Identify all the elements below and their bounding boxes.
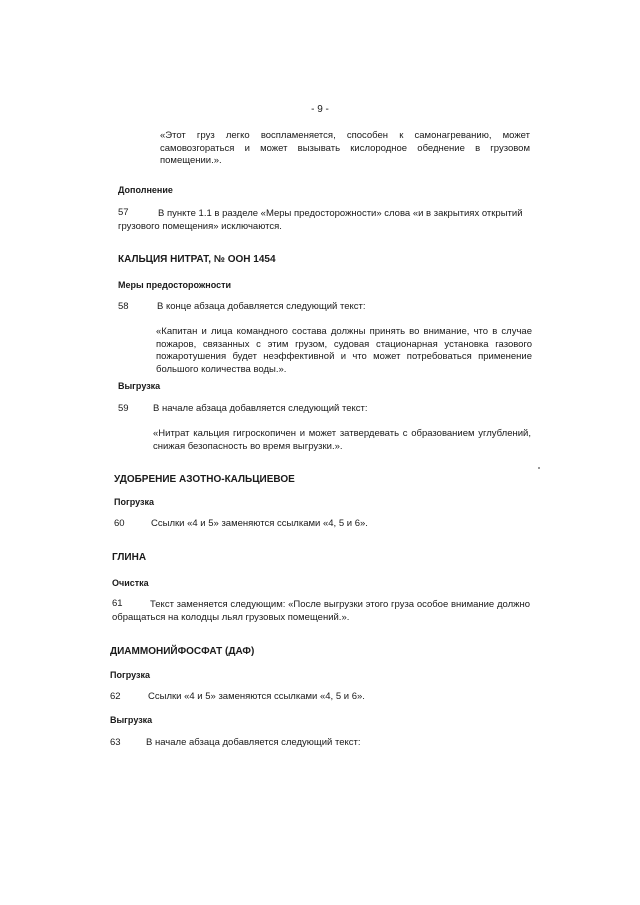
para-62-number: 62 bbox=[110, 691, 121, 702]
para-63-text: В начале абзаца добавляется следующий текст: bbox=[146, 737, 361, 748]
para-58-text: В конце абзаца добавляется следующий текст: bbox=[157, 301, 366, 312]
para-60-number: 60 bbox=[114, 518, 125, 529]
para-59-text: В начале абзаца добавляется следующий текст: bbox=[153, 403, 368, 414]
subheading-loading-1: Погрузка bbox=[114, 497, 154, 507]
para-59-quote: «Нитрат кальция гигроскопичен и может затвердевать с образованием углублений, снижая безопасность во время выгрузки.». bbox=[153, 428, 531, 452]
heading-fertilizer: УДОБРЕНИЕ АЗОТНО-КАЛЬЦИЕВОЕ bbox=[114, 474, 295, 485]
subheading-addition: Дополнение bbox=[118, 185, 173, 195]
heading-dap: ДИАММОНИЙФОСФАТ (ДАФ) bbox=[110, 646, 255, 657]
subheading-precautions: Меры предосторожности bbox=[118, 280, 232, 290]
intro-quote: «Этот груз легко воспламеняется, способен к самонагреванию, может самовозгораться и может вызывать кислородное обеднение в грузовом помещении.». bbox=[160, 130, 530, 166]
para-57-text: В пункте 1.1 в разделе «Меры предосторожности» слова «и в закрытиях открытий грузового помещения» исключаются. bbox=[118, 208, 523, 232]
para-60-text: Ссылки «4 и 5» заменяются ссылками «4, 5 и 6». bbox=[151, 518, 368, 529]
para-57-number: 57 bbox=[118, 207, 129, 218]
subheading-cleaning: Очистка bbox=[112, 578, 149, 588]
para-61-number: 61 bbox=[112, 598, 123, 609]
subheading-discharge-1: Выгрузка bbox=[118, 381, 161, 391]
scan-speck bbox=[538, 467, 540, 469]
heading-clay: ГЛИНА bbox=[112, 552, 147, 563]
para-58-number: 58 bbox=[118, 301, 129, 312]
para-62-text: Ссылки «4 и 5» заменяются ссылками «4, 5 и 6». bbox=[148, 691, 365, 702]
page-number: - 9 - bbox=[311, 104, 329, 115]
para-58-quote: «Капитан и лица командного состава должны принять во внимание, что в случае пожаров, связанных с этим грузом, судовая стационарная установка газового пожаротушения будет неэффективной и что может потребоваться применение большого количества воды.». bbox=[156, 326, 532, 375]
heading-calcium-nitrate: КАЛЬЦИЯ НИТРАТ, № ООН 1454 bbox=[118, 254, 276, 265]
subheading-loading-2: Погрузка bbox=[110, 670, 150, 680]
para-63-number: 63 bbox=[110, 737, 121, 748]
subheading-discharge-2: Выгрузка bbox=[110, 715, 153, 725]
para-59-number: 59 bbox=[118, 403, 129, 414]
para-61-text: Текст заменяется следующим: «После выгрузки этого груза особое внимание должно обращаться на колодцы льял грузовых помещений.». bbox=[112, 599, 530, 623]
